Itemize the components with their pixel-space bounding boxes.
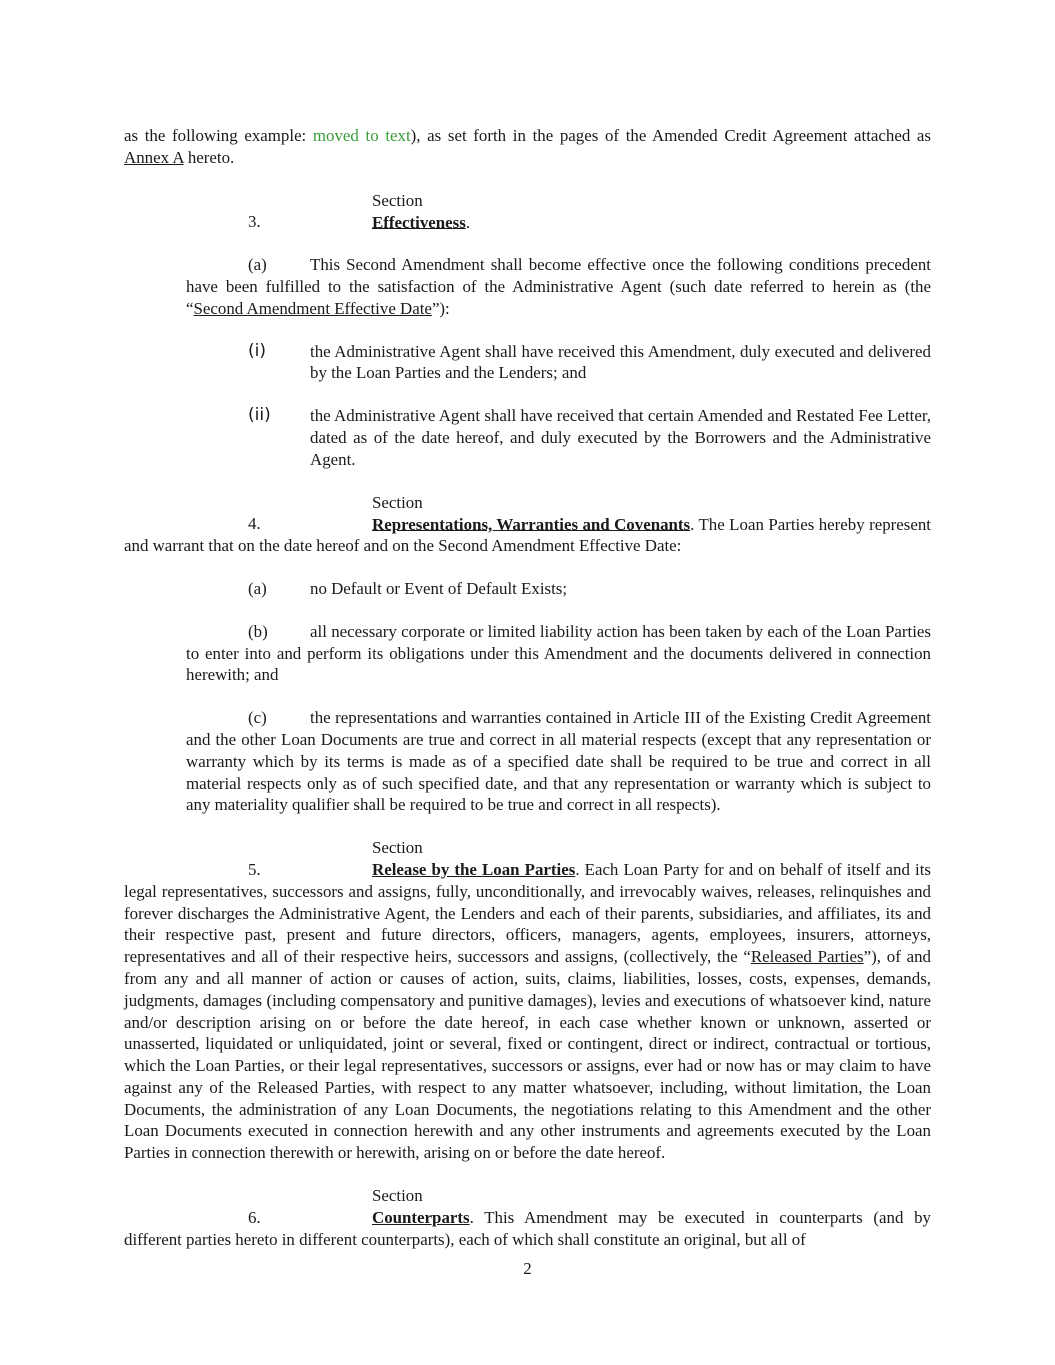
item-label: (ii) [248,405,271,426]
section-3-item-ii [248,405,931,470]
clause-text-end: ”): [431,298,450,318]
section-title: Counterparts [372,1207,470,1227]
section-5-paragraph [124,837,931,1164]
annex-a-reference: Annex A [124,147,184,167]
section-title: Representations, Warranties and Covenants [372,514,691,534]
section-4-a [248,578,931,600]
section-punct: . [465,212,471,232]
section-title: Effectiveness [372,212,466,232]
defined-term: Second Amendment Effective Date [193,298,432,318]
item-text: the Administrative Agent shall have received this Amendment, duly executed and delivered by the Loan Parties and the Lenders; and [310,341,931,383]
section-title: Release by the Loan Parties [372,859,576,879]
section-number: Section 4. [248,492,423,534]
intro-text-3: hereto. [183,147,235,167]
intro-text-2: ), as set forth in the pages of the Amended Credit Agreement attached as [410,126,931,145]
section-number: Section 3. [248,190,423,232]
item-text: no Default or Event of Default Exists; [310,578,568,598]
section-6-paragraph [124,1185,931,1250]
defined-term: Released Parties [750,947,864,967]
section-3-heading [124,190,931,234]
document-page [124,125,931,1250]
section-number: Section 5. [248,838,423,879]
section-4-paragraph [124,492,931,557]
clause-label: (c) [248,708,267,728]
item-label: (i) [248,340,266,361]
section-text-2: ”), of and from any and all manner of action or causes of action, suits, claims, liabilities, losses, costs, expenses, demands, judgments, damages (including compensatory and punitive damages), levies and executions of whatsoever kind, nature and/or description arising on or before the date hereof, in each case whether known or unknown, asserted or unasserted, liquidated or unliquidated, joint or several, fixed or contingent, direct or indirect, contractual or tortious, which the Loan Parties, or their legal representatives, successors or assigns, ever had or now has or may claim to have against any of the Released Parties, with respect to any matter whatsoever, including, without limitation, the Loan Documents, the administration of any Loan Documents, the negotiations relating to this Amendment and the other Loan Documents executed in connection herewith and any other instruments and agreements executed by the Loan Parties in connection therewith or herewith, arising on or before the date hereof. [124,947,931,1163]
clause-text: all necessary corporate or limited liability action has been taken by each of the Loan Parties to enter into and perform its obligations under this Amendment and the documents delivered in connection herewith; and [186,621,931,685]
section-4-c [186,707,931,816]
section-text: . Each Loan Party for and on behalf of itself and its legal representatives, successors and assigns, fully, unconditionally, and irrevocably waives, releases, relinquishes and forever discharges the Administrative Agent, the Lenders and each of their parents, subsidiaries, and affiliates, its and their respective past, present and future directors, officers, managers, agents, employees, insurers, attorneys, representatives and all of their respective heirs, successors and assigns, (collectively, the “ [124,859,931,967]
section-3-item-i [248,341,931,385]
intro-paragraph [124,125,931,169]
section-text: . The Loan Parties hereby represent and warrant that on the date hereof and on the Second Amendment Effective Date: [124,514,932,556]
clause-text: the representations and warranties contained in Article III of the Existing Credit Agreement and the other Loan Documents are true and correct in all material respects (except that any representation or warranty which by its terms is made as of a specified date shall be required to be true and correct in all material respects only as of such specified date, and that any representation or warranty which is subject to any materiality qualifier shall be required to be true and correct in all respects). [186,708,931,815]
item-text: the Administrative Agent shall have received that certain Amended and Restated Fee Letter, dated as of the date hereof, and duly executed by the Borrowers and the Administrative Agent. [310,406,931,469]
item-label: (a) [248,578,267,598]
clause-text: This Second Amendment shall become effective once the following conditions precedent have been fulfilled to the satisfaction of the Administrative Agent (such date referred to herein as (the “ [186,255,931,318]
section-3-a [186,254,931,319]
moved-text-marker: moved to text [312,126,411,145]
section-text: . This Amendment may be executed in counterparts (and by different parties hereto in different counterparts), each of which shall constitute an original, but all of [124,1207,931,1249]
page-number: 2 [523,1259,532,1278]
clause-label: (a) [248,255,267,275]
clause-label: (b) [248,621,268,641]
section-4-b [186,621,931,686]
intro-text: as the following example: [124,126,313,145]
section-number: Section 6. [248,1186,423,1227]
